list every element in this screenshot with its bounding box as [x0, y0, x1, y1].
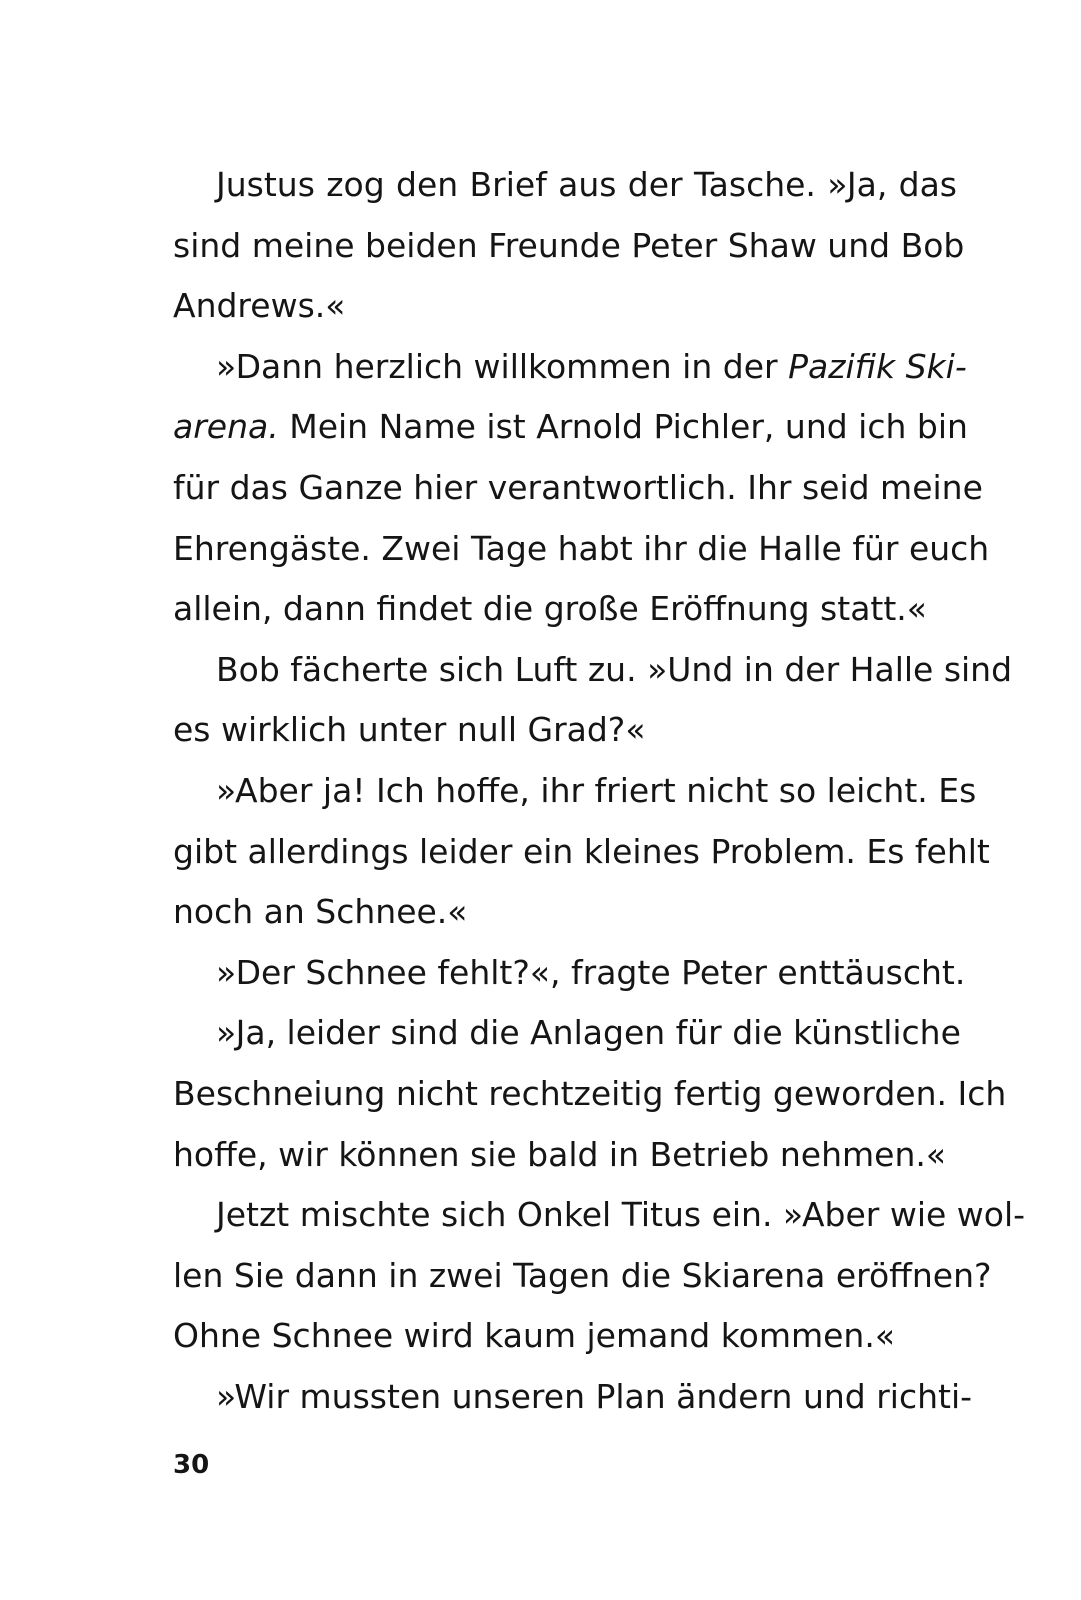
- text-line: Andrews.«: [173, 286, 346, 326]
- text-segment: Mein Name ist Arnold Pichler, und ich bin: [278, 407, 968, 447]
- body-text: [173, 155, 1026, 1427]
- text-line: [173, 397, 968, 458]
- text-line: allein, dann findet die große Eröffnung statt.«: [173, 589, 927, 629]
- text-line: len Sie dann in zwei Tagen die Skiarena eröffnen?: [173, 1255, 992, 1295]
- text-line: Ehrengäste. Zwei Tage habt ihr die Halle für euch: [173, 528, 990, 568]
- page-number: 30: [173, 1450, 210, 1480]
- text-line: »Der Schnee fehlt?«, fragte Peter enttäuscht.: [216, 952, 966, 992]
- text-line: »Wir mussten unseren Plan ändern und richti-: [216, 1376, 973, 1416]
- text-line: Beschneiung nicht rechtzeitig fertig geworden. Ich: [173, 1073, 1007, 1113]
- text-line: »Ja, leider sind die Anlagen für die künstliche: [216, 1013, 961, 1053]
- text-line: Justus zog den Brief aus der Tasche. »Ja, das: [216, 165, 957, 204]
- text-line: sind meine beiden Freunde Peter Shaw und Bob: [173, 225, 965, 265]
- text-line: Ohne Schnee wird kaum jemand kommen.«: [173, 1316, 896, 1356]
- text-line: Jetzt mischte sich Onkel Titus ein. »Aber wie wol-: [216, 1195, 1026, 1235]
- italic-place-name: Pazifik Ski-: [788, 346, 967, 386]
- text-line: es wirklich unter null Grad?«: [173, 710, 646, 750]
- text-line: gibt allerdings leider ein kleines Problem. Es fehlt: [173, 831, 990, 871]
- text-line: für das Ganze hier verantwortlich. Ihr seid meine: [173, 467, 983, 507]
- text-line: noch an Schnee.«: [173, 892, 468, 932]
- text-line: [173, 337, 967, 398]
- text-line: Bob fächerte sich Luft zu. »Und in der Halle sind: [216, 649, 1013, 689]
- text-line: hoffe, wir können sie bald in Betrieb nehmen.«: [173, 1134, 947, 1174]
- italic-place-name: arena.: [173, 407, 279, 447]
- text-line: »Aber ja! Ich hoffe, ihr friert nicht so leicht. Es: [216, 770, 977, 810]
- text-segment: »Dann herzlich willkommen in der: [216, 346, 789, 386]
